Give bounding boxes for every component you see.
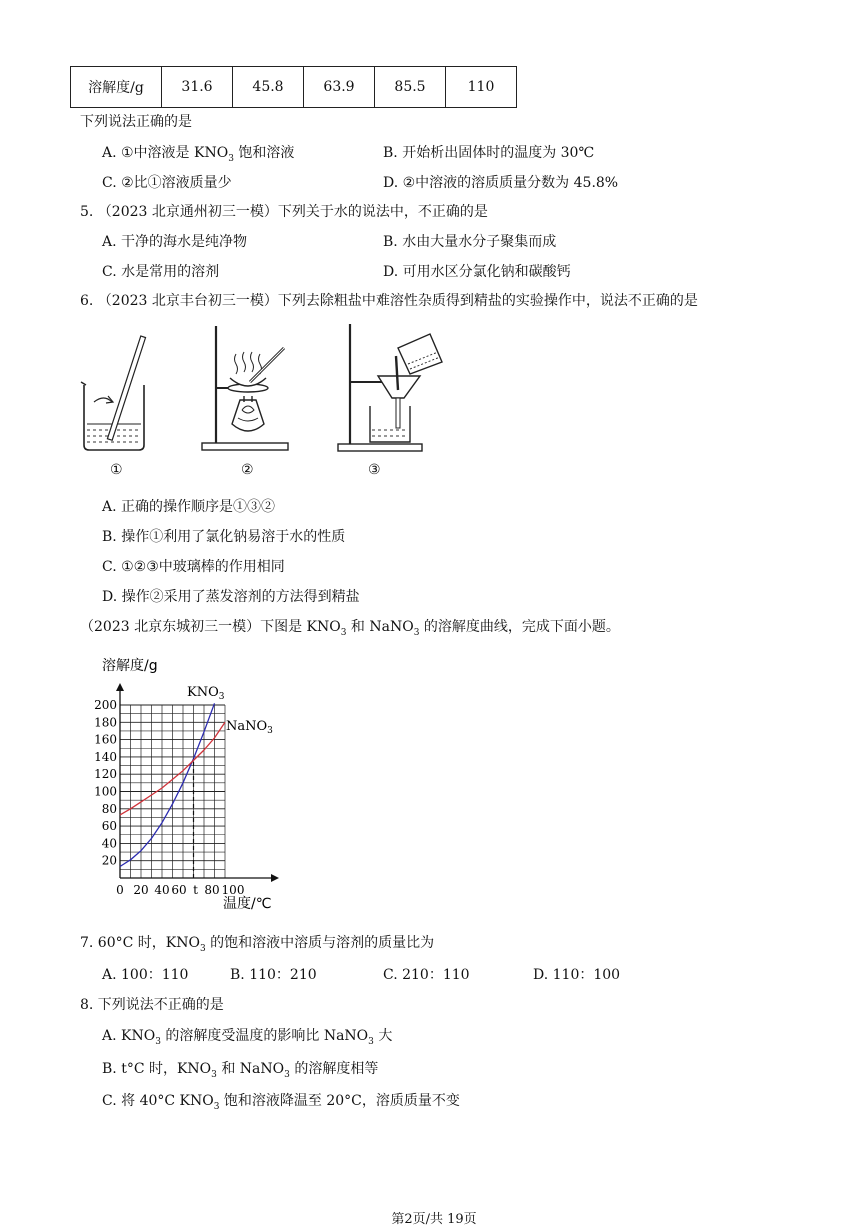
q8-option-a-mid: 的溶解度受温度的影响比 NaNO	[160, 1028, 369, 1044]
q7-stem-text: 7. 60°C 时，KNO	[80, 935, 200, 951]
q7-stem	[80, 932, 434, 954]
x-tick-label: 80	[204, 883, 220, 897]
chart-xlabel: 温度/℃	[223, 896, 272, 912]
q4-option-a[interactable]	[102, 142, 294, 164]
chart-grid	[120, 705, 225, 878]
y-tick-label: 140	[94, 749, 117, 764]
y-axis-arrow	[116, 683, 124, 691]
y-tick-label: 160	[94, 732, 117, 747]
q8-option-c[interactable]	[102, 1090, 460, 1112]
table-cell: 31.6	[162, 67, 233, 108]
solubility-curve-chart	[80, 650, 300, 920]
q8-option-a-text: A. KNO	[102, 1028, 156, 1044]
x-tick-label: 0	[116, 883, 124, 897]
y-tick-label: 120	[94, 767, 117, 782]
x-axis-arrow	[271, 874, 279, 882]
q6-option-d[interactable]: D. 操作②采用了蒸发溶剂的方法得到精盐	[102, 589, 360, 605]
q6-option-b[interactable]: B. 操作①利用了氯化钠易溶于水的性质	[102, 529, 346, 545]
q7-option-a[interactable]: A. 100：110	[102, 967, 189, 983]
q8-option-a[interactable]	[102, 1025, 392, 1047]
table-cell: 85.5	[375, 67, 446, 108]
subscript: 3	[199, 943, 206, 954]
table-header-cell: 溶解度/g	[71, 67, 162, 108]
table-cell: 63.9	[304, 67, 375, 108]
table-cell: 45.8	[233, 67, 304, 108]
q8-option-b-text: B. t°C 时，KNO	[102, 1061, 212, 1077]
page-footer: 第2页/共 19页	[391, 1212, 477, 1227]
q8-stem: 8. 下列说法不正确的是	[80, 997, 224, 1013]
subscript: 3	[211, 1069, 217, 1080]
subscript: 3	[228, 153, 234, 164]
q7-option-c[interactable]: C. 210：110	[383, 967, 470, 983]
q5-option-a[interactable]: A. 干净的海水是纯净物	[102, 234, 248, 250]
q6-option-c[interactable]: C. ①②③中玻璃棒的作用相同	[102, 559, 285, 575]
group-intro	[80, 616, 620, 638]
figure-label-3: ③	[368, 462, 381, 478]
q6-option-a[interactable]: A. 正确的操作顺序是①③②	[102, 499, 276, 515]
q8-option-b-mid: 和 NaNO	[216, 1061, 285, 1077]
series-line-kno3	[120, 703, 215, 866]
q8-option-a-tail: 大	[373, 1028, 393, 1044]
subscript: 3	[213, 1101, 220, 1112]
chart-ylabel: 溶解度/g	[102, 658, 158, 674]
q5-option-d[interactable]: D. 可用水区分氯化钠和碳酸钙	[383, 264, 571, 280]
y-tick-label: 20	[101, 853, 117, 868]
figure-label-1: ①	[110, 462, 123, 478]
q7-option-b[interactable]: B. 110：210	[230, 967, 317, 983]
filtration-figure	[334, 318, 446, 458]
x-tick-label: 100	[221, 883, 245, 897]
q4-option-b[interactable]: B. 开始析出固体时的温度为 30℃	[383, 145, 595, 161]
q6-stem: 6. （2023 北京丰台初三一模）下列去除粗盐中难溶性杂质得到精盐的实验操作中，说法不正确的是	[80, 293, 698, 309]
series-label-nano3: NaNO$_3$	[226, 719, 273, 736]
y-tick-label: 180	[94, 715, 117, 730]
series-label-kno3: $KNO_3$	[187, 685, 225, 702]
y-tick-label: 60	[101, 819, 117, 834]
subscript: 3	[155, 1036, 161, 1047]
q8-option-b[interactable]	[102, 1058, 378, 1080]
x-tick-label: 40	[154, 883, 170, 897]
intro-text-tail: 的溶解度曲线，完成下面小题。	[419, 619, 620, 635]
intro-text: （2023 北京东城初三一模）下图是 KNO	[80, 619, 341, 635]
q5-stem: 5. （2023 北京通州初三一模）下列关于水的说法中，不正确的是	[80, 204, 488, 220]
q4-option-a-text: A. ①中溶液是 KNO	[102, 145, 229, 161]
table-row	[71, 67, 517, 108]
q4-option-d[interactable]: D. ②中溶液的溶质质量分数为 45.8%	[383, 175, 619, 191]
y-tick-label: 40	[101, 836, 117, 851]
evaporation-figure	[198, 322, 298, 454]
subscript: 3	[340, 627, 347, 638]
q7-stem-tail: 的饱和溶液中溶质与溶剂的质量比为	[205, 935, 435, 951]
x-tick-label: 60	[171, 883, 187, 897]
q4-option-c[interactable]: C. ②比①溶液质量少	[102, 175, 232, 191]
solubility-table	[70, 66, 517, 108]
y-tick-label: 200	[94, 698, 117, 712]
q8-option-c-text: C. 将 40°C KNO	[102, 1093, 214, 1109]
subscript: 3	[284, 1069, 290, 1080]
q7-option-d[interactable]: D. 110：100	[533, 967, 621, 983]
q4-stem: 下列说法正确的是	[80, 114, 192, 130]
q8-option-c-tail: 饱和溶液降温至 20°C，溶质质量不变	[219, 1093, 460, 1109]
q4-option-a-tail: 饱和溶液	[233, 145, 295, 161]
beaker-stirring-figure	[78, 330, 160, 455]
x-tick-label: t	[193, 883, 198, 897]
subscript: 3	[413, 627, 420, 638]
intro-text-mid: 和 NaNO	[346, 619, 414, 635]
figure-label-2: ②	[241, 462, 254, 478]
table-cell: 110	[446, 67, 517, 108]
subscript: 3	[368, 1036, 374, 1047]
x-tick-label: 20	[133, 883, 149, 897]
y-tick-label: 80	[101, 801, 117, 816]
q5-option-c[interactable]: C. 水是常用的溶剂	[102, 264, 220, 280]
q8-option-b-tail: 的溶解度相等	[289, 1061, 379, 1077]
q5-option-b[interactable]: B. 水由大量水分子聚集而成	[383, 234, 557, 250]
y-tick-label: 100	[94, 784, 117, 799]
